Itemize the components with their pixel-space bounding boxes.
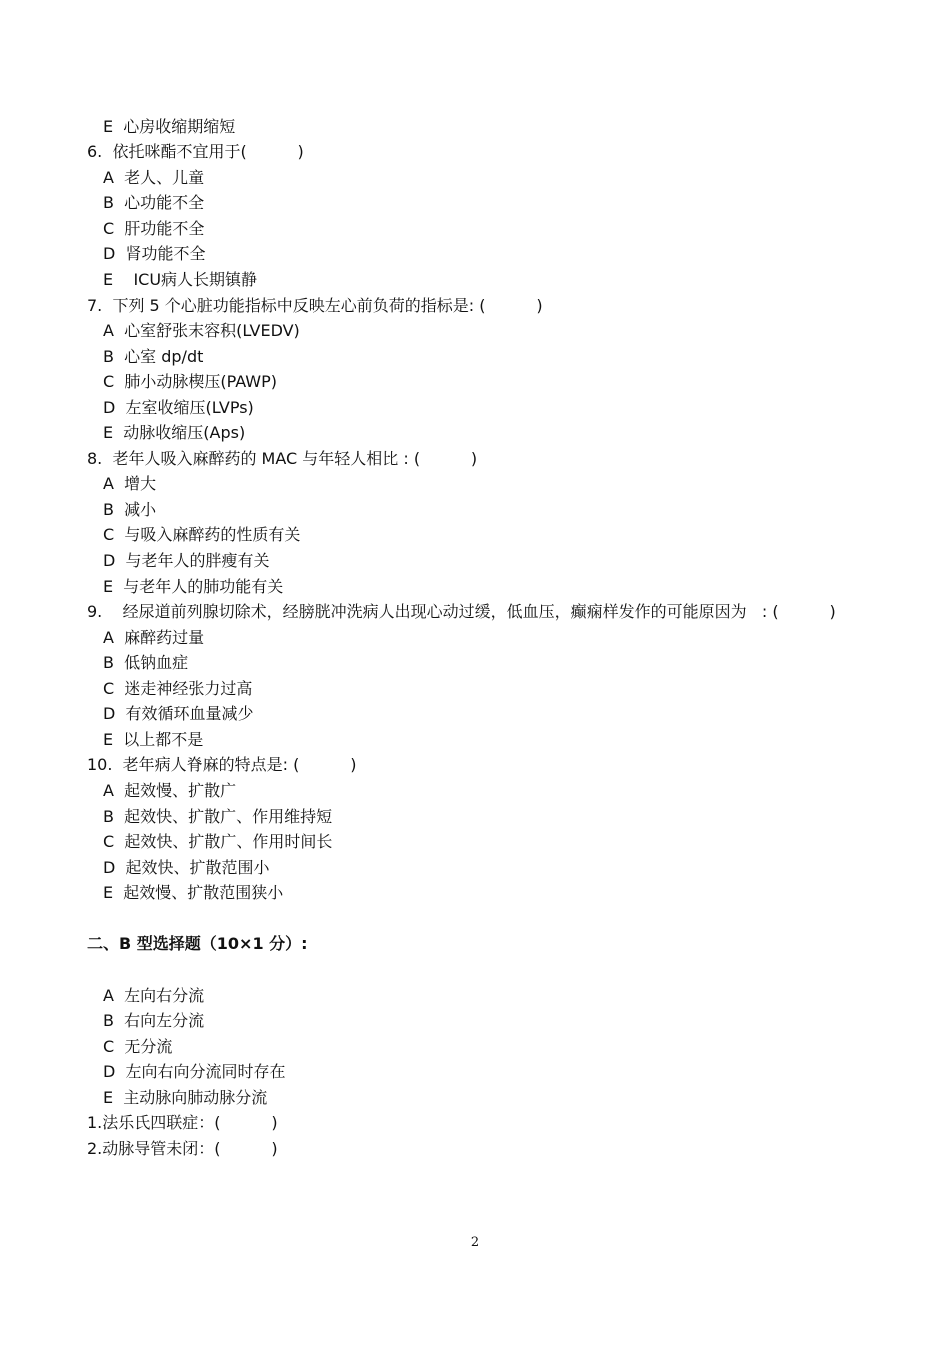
option-line: B 起效快、扩散广、作用维持短	[103, 807, 333, 826]
option-line: D 肾功能不全	[103, 244, 206, 263]
question-line: 8. 老年人吸入麻醉药的 MAC 与年轻人相比 : ( )	[87, 449, 478, 468]
section-b-option: E 主动脉向肺动脉分流	[103, 1088, 268, 1107]
option-line: B 心室 dp/dt	[103, 347, 204, 366]
option-line: C 迷走神经张力过高	[103, 679, 253, 698]
option-line: C 起效快、扩散广、作用时间长	[103, 832, 333, 851]
option-line: D 起效快、扩散范围小	[103, 858, 270, 877]
option-line: C 肺小动脉楔压(PAWP)	[103, 372, 277, 391]
section-b-question: 2.动脉导管未闭：( )	[87, 1139, 278, 1158]
option-line: C 肝功能不全	[103, 219, 205, 238]
section-b-option: D 左向右向分流同时存在	[103, 1062, 286, 1081]
question-line: 9. 经尿道前列腺切除术，经膀胱冲洗病人出现心动过缓，低血压，癫痫样发作的可能原因为 : ( )	[87, 602, 836, 621]
option-line: A 老人、儿童	[103, 168, 205, 187]
option-line: A 增大	[103, 474, 157, 493]
section-b-option: B 右向左分流	[103, 1011, 205, 1030]
option-line: A 心室舒张末容积(LVEDV)	[103, 321, 300, 340]
question-line: 7. 下列 5 个心脏功能指标中反映左心前负荷的指标是: ( )	[87, 296, 543, 315]
option-line: E ICU病人长期镇静	[103, 270, 258, 289]
option-line: B 低钠血症	[103, 653, 189, 672]
option-line: A 起效慢、扩散广	[103, 781, 237, 800]
option-line: D 有效循环血量减少	[103, 704, 254, 723]
option-line: E 以上都不是	[103, 730, 204, 749]
page-number: 2	[470, 1235, 480, 1250]
option-line: E 与老年人的肺功能有关	[103, 577, 284, 596]
section-b-heading: 二、B 型选择题（10×1 分）:	[87, 934, 308, 953]
option-line: C 与吸入麻醉药的性质有关	[103, 525, 301, 544]
question-line: 6. 依托咪酯不宜用于( )	[87, 142, 304, 161]
option-line: D 与老年人的胖瘦有关	[103, 551, 270, 570]
section-b-question: 1.法乐氏四联症：( )	[87, 1113, 278, 1132]
option-line: D 左室收缩压(LVPs)	[103, 398, 254, 417]
option-line: A 麻醉药过量	[103, 628, 205, 647]
section-b-option: C 无分流	[103, 1037, 173, 1056]
option-line: B 减小	[103, 500, 157, 519]
option-line: B 心功能不全	[103, 193, 205, 212]
option-line: E 动脉收缩压(Aps)	[103, 423, 246, 442]
option-line: E 心房收缩期缩短	[103, 117, 236, 136]
section-b-option: A 左向右分流	[103, 986, 205, 1005]
option-line: E 起效慢、扩散范围狭小	[103, 883, 284, 902]
question-line: 10. 老年病人脊麻的特点是: ( )	[87, 755, 357, 774]
